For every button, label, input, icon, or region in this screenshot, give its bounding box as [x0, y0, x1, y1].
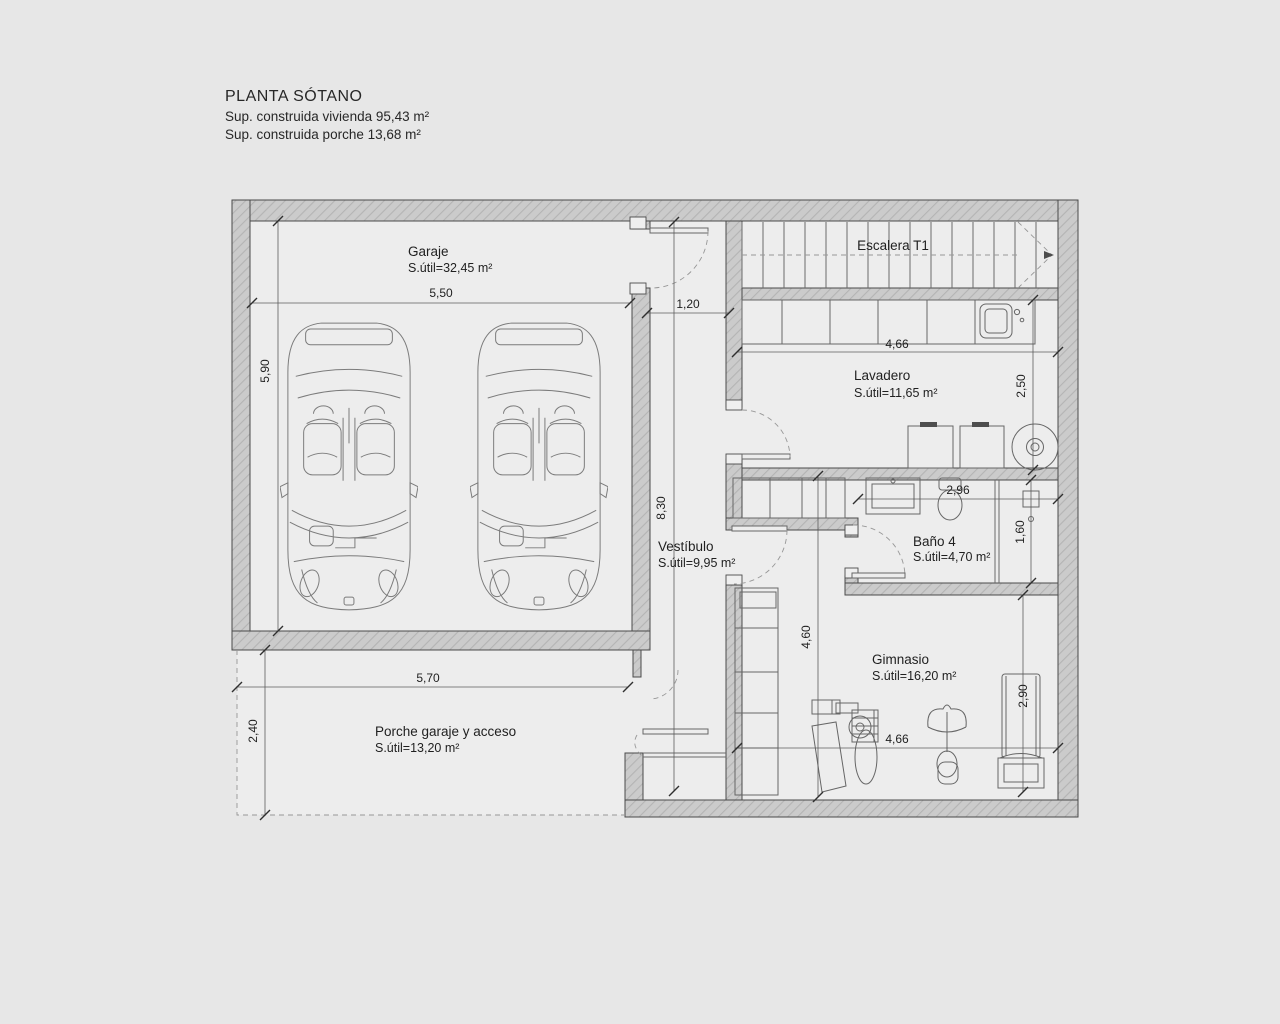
- bano4-label: Baño 4: [913, 534, 956, 549]
- jamb: [726, 575, 742, 585]
- wall-garage-bottom: [232, 631, 650, 650]
- dim-gym-depth: 4,60: [799, 625, 813, 649]
- wall-right: [1058, 200, 1078, 817]
- washing-machine-controls: [920, 422, 937, 427]
- built-area-porch: Sup. construida porche 13,68 m²: [225, 127, 421, 142]
- wall-vestibule-right-mid: [726, 459, 742, 520]
- wall-gym-top: [845, 583, 1058, 595]
- dim-laundry-width: 4,66: [885, 337, 909, 351]
- laundry-door-leaf: [742, 454, 790, 459]
- lavadero-label: Lavadero: [854, 368, 911, 383]
- dim-gym-width: 4,66: [885, 732, 909, 746]
- wall-porch-column: [625, 753, 643, 800]
- dim-porch-depth: 2,40: [246, 719, 260, 743]
- vestibulo-area: S.útil=9,95 m²: [658, 556, 736, 570]
- porch-door-leaf: [643, 729, 708, 734]
- porche-label: Porche garaje y acceso: [375, 724, 517, 739]
- corridor-door-leaf: [732, 526, 787, 531]
- entry-door-leaf: [650, 228, 708, 233]
- lavadero-area: S.útil=11,65 m²: [854, 386, 938, 400]
- jamb: [630, 217, 646, 229]
- wall-garage-right: [632, 288, 650, 631]
- jamb: [630, 283, 646, 294]
- dim-vestibule-length: 8,30: [654, 496, 668, 520]
- built-area-dwelling: Sup. construida vivienda 95,43 m²: [225, 109, 430, 124]
- garaje-label: Garaje: [408, 244, 449, 259]
- gimnasio-label: Gimnasio: [872, 652, 930, 667]
- wall-top: [232, 200, 1078, 221]
- dim-bath-depth: 1,60: [1013, 520, 1027, 544]
- garaje-area: S.útil=32,45 m²: [408, 261, 493, 275]
- wall-left: [232, 200, 250, 650]
- gimnasio-area: S.útil=16,20 m²: [872, 669, 957, 683]
- wall-garage-stub: [633, 650, 641, 677]
- dryer-controls: [972, 422, 989, 427]
- vestibulo-label: Vestíbulo: [658, 539, 714, 554]
- jamb: [726, 400, 742, 410]
- wall-stairs-bottom: [742, 288, 1058, 300]
- bath-door-leaf: [852, 573, 905, 578]
- dim-treadmill: 2,90: [1016, 684, 1030, 708]
- porche-area: S.útil=13,20 m²: [375, 741, 460, 755]
- plan-title: PLANTA SÓTANO: [225, 88, 363, 105]
- dim-hall-width: 1,20: [676, 297, 700, 311]
- dim-bath-width: 2,96: [946, 483, 970, 497]
- dim-garage-depth: 5,90: [258, 359, 272, 383]
- wall-vestibule-right-lower: [726, 585, 742, 800]
- dim-laundry-depth: 2,50: [1014, 374, 1028, 398]
- jamb: [845, 525, 858, 535]
- jamb: [726, 454, 742, 464]
- wall-bottom: [625, 800, 1078, 817]
- escalera-label: Escalera T1: [857, 238, 929, 253]
- dim-porch-width: 5,70: [416, 671, 440, 685]
- bano4-area: S.útil=4,70 m²: [913, 550, 991, 564]
- dim-garage-width: 5,50: [429, 286, 453, 300]
